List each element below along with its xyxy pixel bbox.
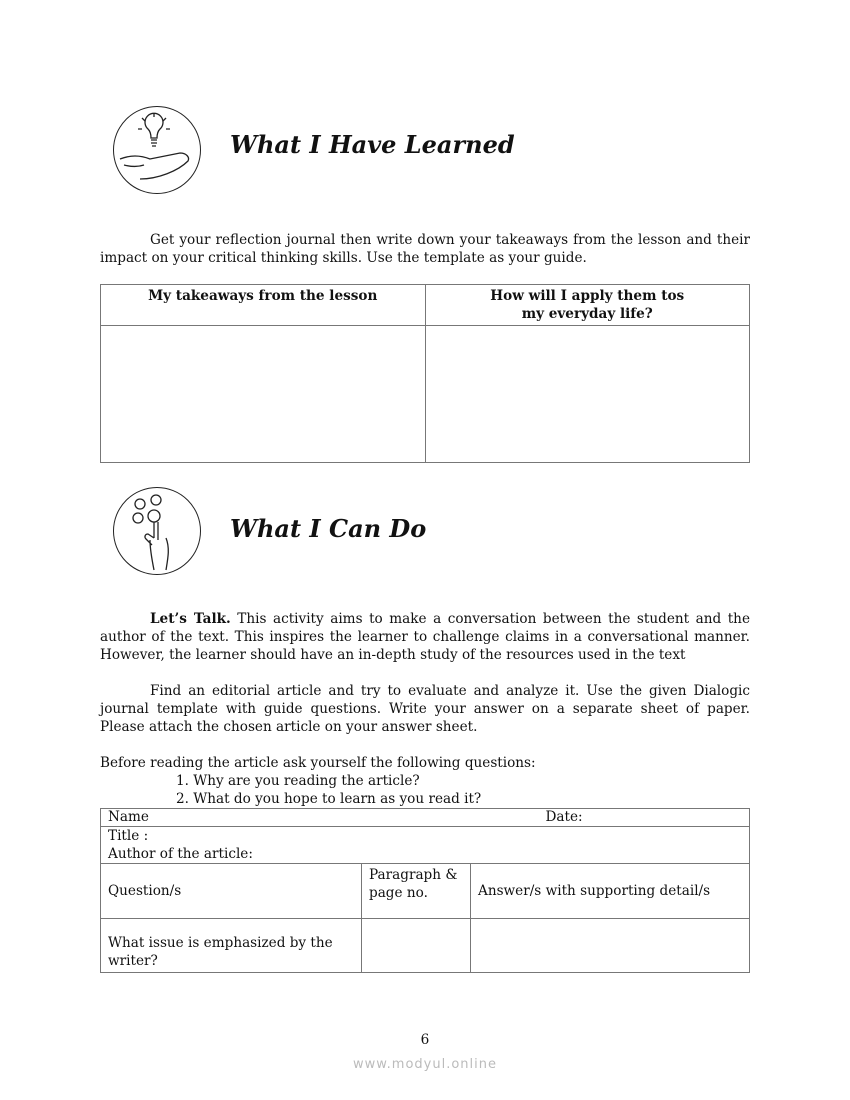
instruction-paragraph: Find an editorial article and try to evaluate and analyze it. Use the given Dialogic journal template with guide questions. Write your answer on a separate sheet of paper. Please attach the chosen article on your answer sheet. [100,683,750,735]
paragraph-cell[interactable] [362,919,471,973]
lets-talk-paragraph [100,610,750,664]
question-2: 2. What do you hope to learn as you read it? [176,791,482,807]
instruction-text: Get your reflection journal then write down your takeaways from the lesson and their impact on your critical thinking skills. Use the template as your guide. [100,232,750,266]
lightbulb-hand-icon [113,106,201,194]
name-label: Name [108,809,149,825]
question-header: Question/s [101,864,362,919]
lets-talk-text: This activity aims to make a conversation between the student and the author of the text. This inspires the learner to challenge claims in a conversational manner. However, the learner should have an in-depth study of the resources used in the text [100,611,750,663]
before-reading-text: Before reading the article ask yourself the following questions: [100,755,536,771]
page-number: 6 [420,1032,430,1048]
author-label: Author of the article: [108,846,253,862]
takeaways-table [100,284,750,463]
paragraph-header: Paragraph & page no. [362,864,471,919]
lets-talk-label: Let’s Talk. [150,611,231,627]
answer-header: Answer/s with supporting detail/s [471,864,750,919]
watermark: www.modyul.online [352,1057,498,1072]
apply-cell[interactable] [425,326,750,463]
dialogic-journal-table [100,808,750,973]
apply-header: How will I apply them tos my everyday life? [425,285,750,326]
question-1: 1. Why are you reading the article? [176,773,420,789]
section-title: What I Can Do [230,514,427,543]
gears-hand-icon [113,487,201,575]
row-question: What issue is emphasized by the writer? [101,919,362,973]
date-label: Date: [545,809,583,825]
takeaways-header: My takeaways from the lesson [101,285,426,326]
title-label: Title : [108,828,149,844]
takeaways-cell[interactable] [101,326,426,463]
answer-cell[interactable] [471,919,750,973]
section-title: What I Have Learned [230,130,515,159]
